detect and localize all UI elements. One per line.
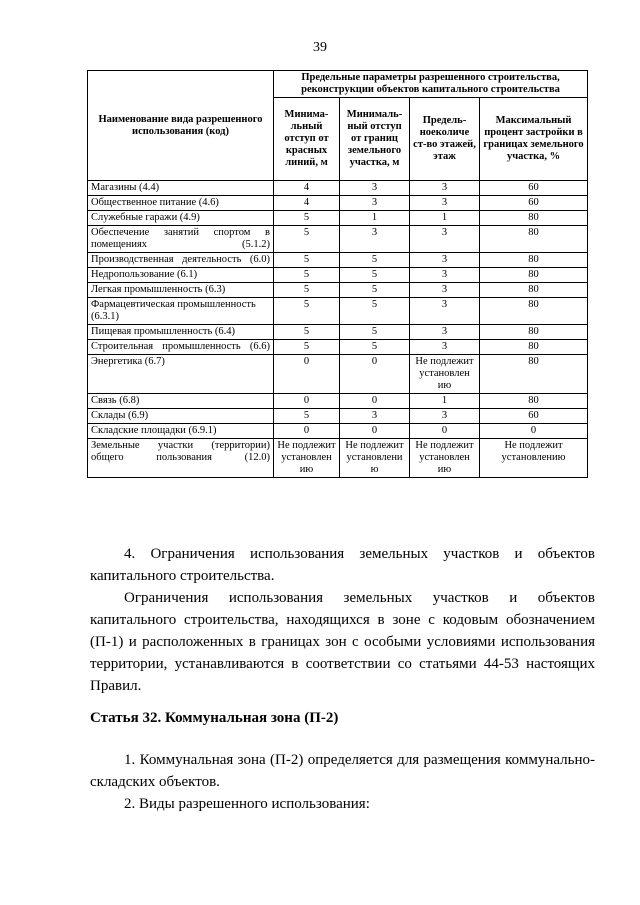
row-name: Служебные гаражи (4.9)	[88, 211, 274, 226]
table-row	[88, 298, 588, 325]
table-row	[88, 283, 588, 298]
value-floors: Не подлежит установлен ию	[410, 355, 480, 394]
value-min-red-lines: 0	[274, 424, 340, 439]
value-max-percent: 80	[480, 253, 588, 268]
value-min-border: 3	[340, 196, 410, 211]
value-max-percent: 80	[480, 268, 588, 283]
value-min-red-lines: 5	[274, 325, 340, 340]
value-floors: 3	[410, 196, 480, 211]
row-name: Земельные участки (территории) общего пользования (12.0)	[88, 439, 274, 478]
section-article-32	[90, 749, 595, 815]
value-min-border: 3	[340, 409, 410, 424]
value-min-red-lines: Не подлежит установлен ию	[274, 439, 340, 478]
value-min-border: 0	[340, 394, 410, 409]
table-row	[88, 226, 588, 253]
table-row	[88, 355, 588, 394]
table-row	[88, 211, 588, 226]
paragraph-zone-definition: 1. Коммунальная зона (П-2) определяется для размещения коммунально-складских объектов.	[90, 752, 595, 790]
column-header-floors: Предель-ноеколиче ст-во этажей, этаж	[410, 98, 480, 181]
row-name: Магазины (4.4)	[88, 181, 274, 196]
table-row	[88, 439, 588, 478]
value-max-percent: 80	[480, 355, 588, 394]
value-min-border: 0	[340, 355, 410, 394]
value-min-border: 5	[340, 298, 410, 325]
value-min-red-lines: 0	[274, 355, 340, 394]
row-name: Строительная промышленность (6.6)	[88, 340, 274, 355]
row-name: Общественное питание (4.6)	[88, 196, 274, 211]
value-floors: 3	[410, 226, 480, 253]
row-name: Складские площадки (6.9.1)	[88, 424, 274, 439]
table-row	[88, 424, 588, 439]
value-min-border: 3	[340, 181, 410, 196]
table-row	[88, 325, 588, 340]
row-name: Недропользование (6.1)	[88, 268, 274, 283]
value-min-red-lines: 0	[274, 394, 340, 409]
value-max-percent: 0	[480, 424, 588, 439]
value-max-percent: 80	[480, 226, 588, 253]
value-floors: 3	[410, 283, 480, 298]
value-min-red-lines: 5	[274, 283, 340, 298]
value-min-border: 5	[340, 283, 410, 298]
value-min-red-lines: 5	[274, 211, 340, 226]
parameters-table	[87, 70, 588, 478]
table-row	[88, 394, 588, 409]
value-min-border: 1	[340, 211, 410, 226]
table-row	[88, 253, 588, 268]
value-max-percent: 60	[480, 409, 588, 424]
column-header-name: Наименование вида разрешенного использования (код)	[88, 71, 274, 181]
value-max-percent: 80	[480, 298, 588, 325]
column-header-min-border: Минималь-ный отступ от границ земельного участка, м	[340, 98, 410, 181]
value-floors: Не подлежит установлен ию	[410, 439, 480, 478]
value-min-border: 3	[340, 226, 410, 253]
value-min-red-lines: 4	[274, 196, 340, 211]
table-row	[88, 409, 588, 424]
table-row	[88, 268, 588, 283]
value-max-percent: 60	[480, 196, 588, 211]
value-floors: 3	[410, 253, 480, 268]
column-header-max-percent: Максимальный процент застройки в границах земельного участка, %	[480, 98, 588, 181]
row-name: Производственная деятельность (6.0)	[88, 253, 274, 268]
value-min-red-lines: 5	[274, 226, 340, 253]
value-min-red-lines: 5	[274, 340, 340, 355]
value-max-percent: 80	[480, 211, 588, 226]
section-restrictions	[90, 543, 595, 697]
value-floors: 3	[410, 325, 480, 340]
page-number: 39	[313, 40, 327, 55]
paragraph-restrictions-heading: 4. Ограничения использования земельных участков и объектов капитального строительства.	[90, 546, 595, 584]
value-max-percent: 80	[480, 283, 588, 298]
value-max-percent: 80	[480, 325, 588, 340]
row-name: Легкая промышленность (6.3)	[88, 283, 274, 298]
value-max-percent: Не подлежит установлению	[480, 439, 588, 478]
row-name: Энергетика (6.7)	[88, 355, 274, 394]
row-name: Фармацевтическая промышленность (6.3.1)	[88, 298, 274, 325]
value-floors: 3	[410, 340, 480, 355]
value-min-red-lines: 5	[274, 268, 340, 283]
value-min-border: 0	[340, 424, 410, 439]
row-name: Связь (6.8)	[88, 394, 274, 409]
value-min-border: 5	[340, 268, 410, 283]
paragraph-restrictions-text: Ограничения использования земельных участков и объектов капитального строительства, находящихся в зоне с кодовым обозначением (П-1) и расположенных в границах зон с особыми условиями использования территории, устанавливаются в соответствии со статьями 44-53 настоящих Правил.	[90, 590, 595, 694]
table-row	[88, 196, 588, 211]
value-max-percent: 80	[480, 340, 588, 355]
value-floors: 3	[410, 409, 480, 424]
value-min-red-lines: 5	[274, 409, 340, 424]
value-min-red-lines: 5	[274, 298, 340, 325]
value-floors: 3	[410, 268, 480, 283]
value-min-border: 5	[340, 340, 410, 355]
value-max-percent: 60	[480, 181, 588, 196]
value-min-border: 5	[340, 253, 410, 268]
value-floors: 3	[410, 181, 480, 196]
value-floors: 0	[410, 424, 480, 439]
value-min-border: 5	[340, 325, 410, 340]
value-floors: 1	[410, 211, 480, 226]
article-heading: Статья 32. Коммунальная зона (П-2)	[90, 710, 339, 726]
paragraph-permitted-uses: 2. Виды разрешенного использования:	[124, 796, 370, 812]
value-floors: 1	[410, 394, 480, 409]
value-min-red-lines: 5	[274, 253, 340, 268]
row-name: Склады (6.9)	[88, 409, 274, 424]
row-name: Обеспечение занятий спортом в помещениях (5.1.2)	[88, 226, 274, 253]
row-name: Пищевая промышленность (6.4)	[88, 325, 274, 340]
column-group-header: Предельные параметры разрешенного строительства, реконструкции объектов капитального строительства	[274, 71, 588, 98]
value-min-red-lines: 4	[274, 181, 340, 196]
column-header-min-red-lines: Минима-льный отступ от красных линий, м	[274, 98, 340, 181]
value-max-percent: 80	[480, 394, 588, 409]
table-row	[88, 181, 588, 196]
value-floors: 3	[410, 298, 480, 325]
table-row	[88, 340, 588, 355]
value-min-border: Не подлежит установлени ю	[340, 439, 410, 478]
